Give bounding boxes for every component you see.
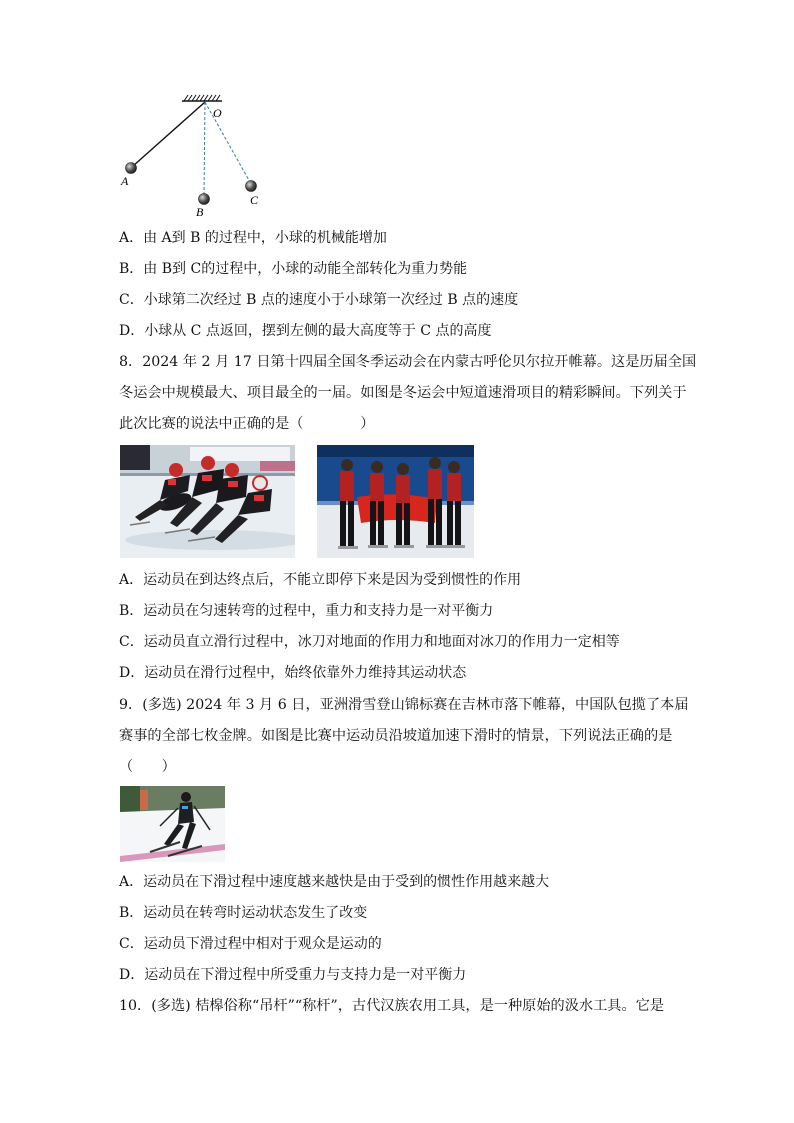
q9-stem-line-1: 9．(多选) 2024 年 3 月 6 日，亚洲滑雪登山锦标赛在吉林市落下帷幕，中国队包揽了本届 bbox=[119, 697, 689, 713]
q8-photo-speed-skating bbox=[120, 445, 295, 558]
q9-photo-skier bbox=[120, 786, 225, 862]
ball-b bbox=[199, 194, 210, 205]
q8-stem-line-3: 此次比赛的说法中正确的是（ ） bbox=[119, 416, 375, 432]
q8-stem-line-1: 8．2024 年 2 月 17 日第十四届全国冬季运动会在内蒙古呼伦贝尔拉开帷幕。这是历届全国 bbox=[119, 354, 697, 370]
label-a: A bbox=[121, 174, 129, 188]
ball-a bbox=[126, 163, 137, 174]
q8-stem-line-2: 冬运会中规模最大、项目最全的一届。如图是冬运会中短道速滑项目的精彩瞬间。下列关于 bbox=[119, 385, 687, 401]
pendulum-diagram bbox=[110, 92, 280, 222]
string-oc bbox=[205, 102, 250, 182]
q9-option-d: D．运动员在下滑过程中所受重力与支持力是一对平衡力 bbox=[119, 967, 467, 983]
q7-option-b: B．由 B到 C的过程中，小球的动能全部转化为重力势能 bbox=[119, 261, 468, 277]
q9-option-a: A．运动员在下滑过程中速度越来越快是由于受到的惯性作用越来越大 bbox=[119, 874, 550, 890]
q8-option-a: A．运动员在到达终点后，不能立即停下来是因为受到惯性的作用 bbox=[119, 572, 522, 588]
label-o: O bbox=[213, 106, 222, 120]
q8-option-c: C．运动员直立滑行过程中，冰刀对地面的作用力和地面对冰刀的作用力一定相等 bbox=[119, 634, 620, 650]
q8-option-d: D．运动员在滑行过程中，始终依靠外力维持其运动状态 bbox=[119, 665, 467, 681]
q9-stem-line-2: 赛事的全部七枚金牌。如图是比赛中运动员沿坡道加速下滑时的情景，下列说法正确的是 bbox=[119, 728, 673, 744]
string-ob bbox=[204, 102, 205, 195]
string-oa bbox=[133, 102, 205, 166]
label-b: B bbox=[196, 205, 204, 219]
ball-c bbox=[246, 181, 257, 192]
q10-stem-line-1: 10．(多选) 桔槔俗称“吊杆”“称杆”，古代汉族农用工具，是一种原始的汲水工具。它是 bbox=[119, 998, 665, 1014]
q9-option-c: C．运动员下滑过程中相对于观众是运动的 bbox=[119, 936, 382, 952]
label-c: C bbox=[250, 193, 259, 207]
q7-option-a: A．由 A到 B 的过程中，小球的机械能增加 bbox=[119, 230, 387, 246]
q7-option-d: D．小球从 C 点返回，摆到左侧的最大高度等于 C 点的高度 bbox=[119, 323, 492, 339]
q8-option-b: B．运动员在匀速转弯的过程中，重力和支持力是一对平衡力 bbox=[119, 603, 494, 619]
q9-stem-line-3: （ ） bbox=[119, 759, 176, 775]
q8-photo-team-celebration bbox=[317, 445, 474, 558]
q7-option-c: C．小球第二次经过 B 点的速度小于小球第一次经过 B 点的速度 bbox=[119, 292, 519, 308]
q9-option-b: B．运动员在转弯时运动状态发生了改变 bbox=[119, 905, 368, 921]
ceiling-hatching bbox=[184, 95, 220, 101]
